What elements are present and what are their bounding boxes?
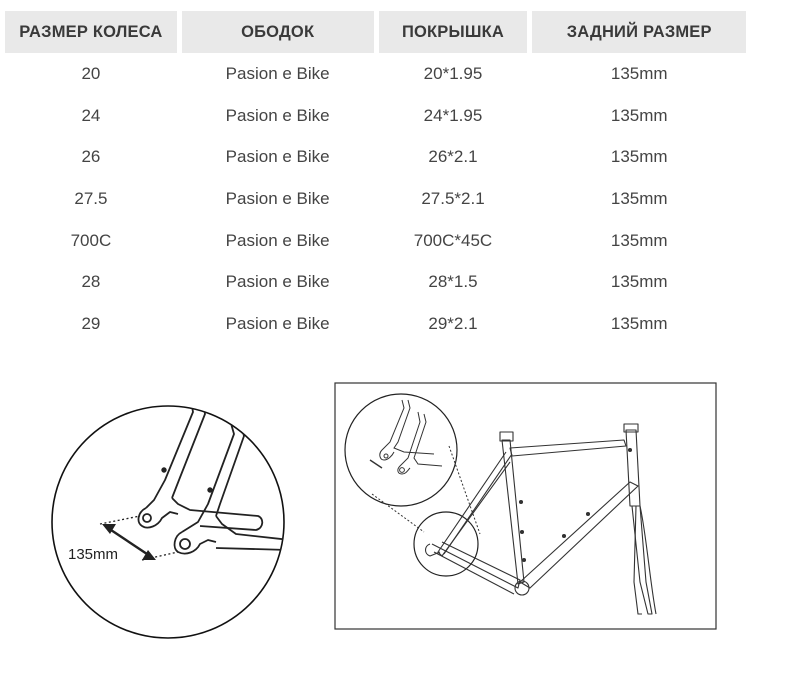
cell-rim: Pasion e Bike (225, 272, 330, 292)
cell-tire: 700C*45C (413, 230, 493, 250)
cell-rim: Pasion e Bike (225, 188, 330, 208)
cell-tire: 29*2.1 (428, 313, 478, 333)
cell-rear-spacing: 135mm (610, 147, 668, 167)
cell-rear-spacing: 135mm (610, 313, 668, 333)
table-row (5, 95, 746, 137)
cell-wheel-size: 24 (81, 105, 101, 125)
table-body (5, 53, 746, 345)
cell-rim: Pasion e Bike (225, 147, 330, 167)
cell-rim: Pasion e Bike (225, 313, 330, 333)
cell-tire: 28*1.5 (428, 272, 478, 292)
header-wheel-size: РАЗМЕР КОЛЕСА (5, 11, 177, 53)
cell-tire: 26*2.1 (428, 147, 478, 167)
cell-rear-spacing: 135mm (610, 63, 668, 83)
table-header-row (5, 11, 746, 53)
header-rear-spacing: ЗАДНИЙ РАЗМЕР (532, 11, 746, 53)
wheel-spec-table (5, 11, 746, 345)
table-row (5, 261, 746, 303)
cell-rim: Pasion e Bike (225, 63, 330, 83)
cell-wheel-size: 28 (81, 272, 101, 292)
header-tire: ПОКРЫШКА (379, 11, 528, 53)
cell-rear-spacing: 135mm (610, 105, 668, 125)
cell-rim: Pasion e Bike (225, 105, 330, 125)
table-row (5, 178, 746, 220)
cell-wheel-size: 700C (70, 230, 112, 250)
cell-wheel-size: 29 (81, 313, 101, 333)
cell-rear-spacing: 135mm (610, 188, 668, 208)
cell-wheel-size: 27.5 (74, 188, 108, 208)
dimension-label: 135mm (68, 546, 119, 563)
table-row (5, 53, 746, 95)
cell-wheel-size: 26 (81, 147, 101, 167)
cell-tire: 27.5*2.1 (421, 188, 485, 208)
inset-circle (345, 394, 457, 506)
table-row (5, 136, 746, 178)
table-row (5, 220, 746, 262)
cell-tire: 20*1.95 (423, 63, 483, 83)
dropout-detail-illustration (50, 400, 290, 650)
cell-wheel-size: 20 (81, 63, 101, 83)
cell-tire: 24*1.95 (423, 105, 483, 125)
table-row (5, 303, 746, 345)
bike-frame-illustration (334, 382, 717, 630)
header-rim: ОБОДОК (182, 11, 374, 53)
cell-rim: Pasion e Bike (225, 230, 330, 250)
magnifier-circle (52, 406, 284, 638)
cell-rear-spacing: 135mm (610, 272, 668, 292)
cell-rear-spacing: 135mm (610, 230, 668, 250)
